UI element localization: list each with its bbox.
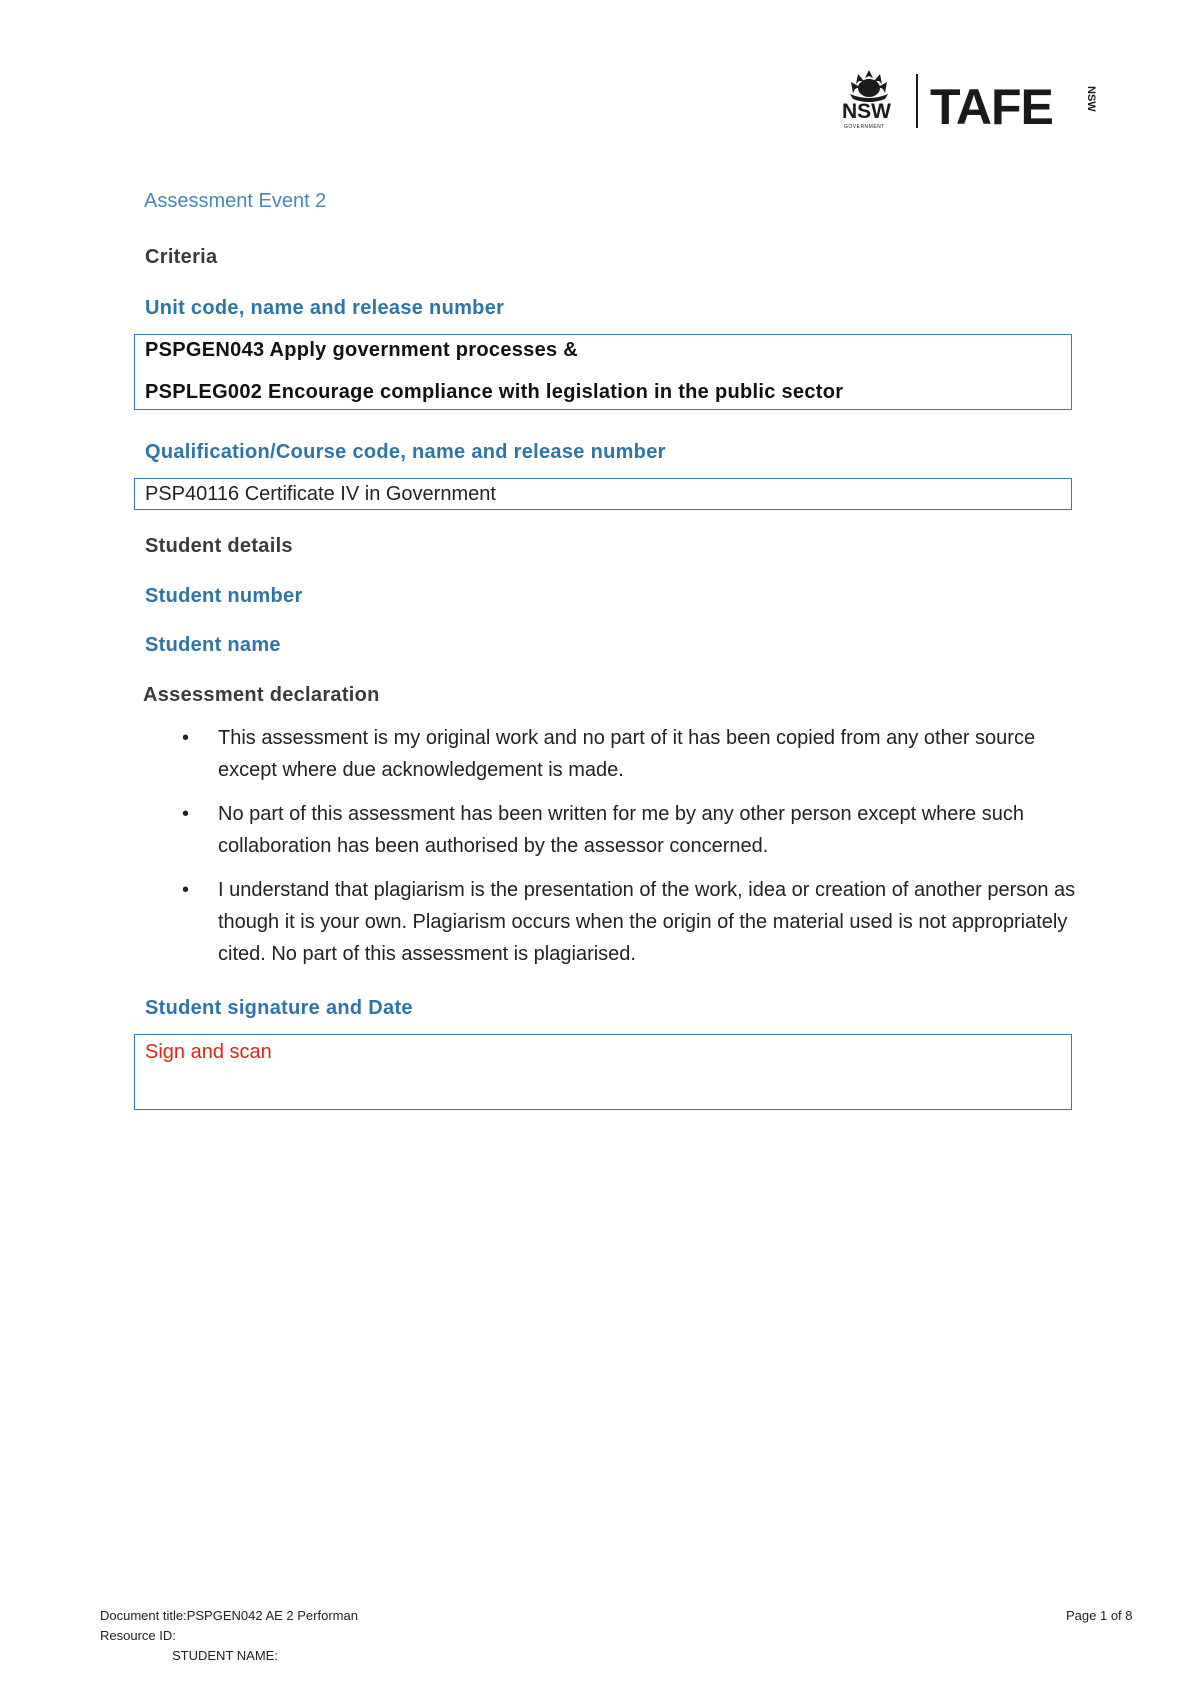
svg-text:GOVERNMENT: GOVERNMENT xyxy=(844,124,885,130)
footer-info xyxy=(100,1606,358,1666)
signature-placeholder: Sign and scan xyxy=(145,1041,272,1063)
declaration-item: • I understand that plagiarism is the presentation of the work, idea or creation of another person as though it is your own. Plagiarism occurs when the origin of the material used is not appropriately cited. No part of this assessment is plagiarised. xyxy=(176,874,1076,970)
declaration-list xyxy=(176,722,1076,982)
student-details-heading: Student details xyxy=(145,535,293,557)
unit-box xyxy=(134,334,1072,410)
signature-heading: Student signature and Date xyxy=(145,997,413,1019)
svg-text:TAFE: TAFE xyxy=(930,79,1053,135)
signature-box[interactable] xyxy=(134,1034,1072,1110)
declaration-item: • No part of this assessment has been written for me by any other person except where such collaboration has been authorised by the assessor concerned. xyxy=(176,798,1076,862)
qualification-value: PSP40116 Certificate IV in Government xyxy=(145,483,496,505)
unit-line-1: PSPGEN043 Apply government processes & xyxy=(145,339,579,361)
bullet-icon: • xyxy=(182,727,190,749)
unit-line-2: PSPLEG002 Encourage compliance with legislation in the public sector xyxy=(145,381,844,403)
bullet-icon: • xyxy=(182,803,190,825)
assessment-event-title: Assessment Event 2 xyxy=(144,190,327,212)
qualification-heading: Qualification/Course code, name and release number xyxy=(145,441,666,463)
unit-heading: Unit code, name and release number xyxy=(145,297,505,319)
waratah-icon xyxy=(836,68,1100,136)
bullet-icon: • xyxy=(182,879,190,901)
declaration-item: • This assessment is my original work and no part of it has been copied from any other source except where due acknowledgement is made. xyxy=(176,722,1076,786)
footer-page-number: Page 1 of 8 xyxy=(1066,1608,1133,1623)
svg-text:NSW: NSW xyxy=(842,100,891,123)
tafe-nsw-logo xyxy=(836,68,1100,136)
declaration-heading: Assessment declaration xyxy=(143,684,380,706)
svg-text:NSW: NSW xyxy=(1085,86,1097,112)
footer-document-title: Document title:PSPGEN042 AE 2 Performan xyxy=(100,1608,358,1623)
student-number-heading: Student number xyxy=(145,585,303,607)
qualification-box xyxy=(134,478,1072,510)
criteria-heading: Criteria xyxy=(145,246,218,268)
footer-resource-id: Resource ID: xyxy=(100,1628,176,1643)
footer-student-name: STUDENT NAME: xyxy=(172,1648,278,1663)
student-name-heading: Student name xyxy=(145,634,281,656)
